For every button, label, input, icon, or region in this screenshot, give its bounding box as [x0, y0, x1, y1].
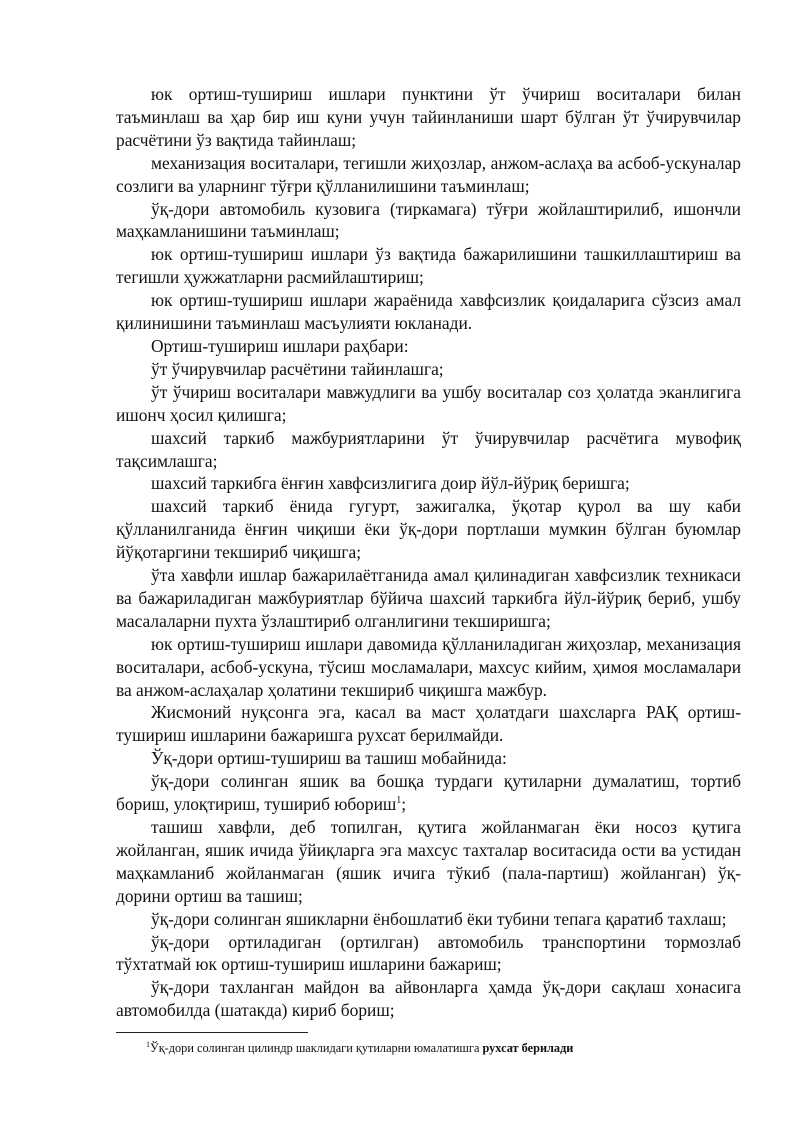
paragraph: юк ортиш-тушириш ишлари давомида қўлланиладиган жиҳозлар, механизация воситалари, асбоб-ускуна, тўсиш мосламалари, махсус кийим, ҳимоя мосламалари ва анжом-аслаҳалар ҳолатини текшириб чиқишга мажбур.: [116, 633, 741, 700]
paragraph-text: ўқ-дори солинган яшик ва бошқа турдаги қутиларни думалатиш, тортиб бориш, улоқтириш, тушириб юбориш: [116, 771, 741, 815]
paragraph: ўқ-дори солинган яшикларни ёнбошлатиб ёки тубини тепага қаратиб тахлаш;: [151, 908, 727, 929]
footnote-text: Ўқ-дори солинган цилиндр шаклидаги қутиларни юмалатишга: [150, 1041, 483, 1055]
paragraph: ўқ-дори ортиладиган (ортилган) автомобиль транспортини тормозлаб тўхтатмай юк ортиш-тушириш ишларини бажариш;: [116, 931, 741, 975]
paragraph: механизация воситалари, тегишли жиҳозлар, анжом-аслаҳа ва асбоб-ускуналар созлиги ва уларнинг тўғри қўлланилишини таъминлаш;: [116, 152, 741, 196]
footnote-reference[interactable]: 1: [396, 795, 402, 807]
paragraph: юк ортиш-тушириш ишлари ўз вақтида бажарилишини ташкиллаштириш ва тегишли ҳужжатларни расмийлаштириш;: [116, 244, 741, 288]
paragraph: шахсий таркибга ёнғин хавфсизлигига доир йўл-йўриқ беришга;: [151, 473, 630, 494]
paragraph: ўқ-дори тахланган майдон ва айвонларга ҳамда ўқ-дори сақлаш хонасига автомобилда (шатакда) кириб бориш;: [116, 977, 741, 1021]
paragraph: Ўқ-дори ортиш-тушириш ва ташиш мобайнида:: [151, 748, 507, 769]
footnote-bold-text: рухсат берилади: [482, 1041, 574, 1055]
paragraph: ўт ўчирувчилар расчётини тайинлашга;: [151, 358, 444, 379]
paragraph: юк ортиш-тушириш ишлари пунктини ўт ўчириш воситалари билан таъминлаш ва ҳар бир иш куни учун тайинланиши шарт бўлган ўт ўчирувчилар расчётини ўз вақтида тайинлаш;: [116, 84, 741, 150]
footnote-separator: [116, 1032, 308, 1033]
paragraph: ташиш хавфли, деб топилган, қутига жойланмаган ёки носоз қутига жойланган, яшик ичида ўйиқларга эга махсус тахталар воситасида ости ва устидан маҳкамланиб жойланмаган (яшик ичига тўкиб (пала-партиш) жойланган) ўқ-дорини ортиш ва ташиш;: [116, 817, 741, 906]
paragraph: ўта хавфли ишлар бажарилаётганида амал қилинадиган хавфсизлик техникаси ва бажариладиган мажбуриятлар бўйича шахсий таркибга йўл-йўриқ бериб, ушбу масалаларни пухта ўзлаштириб олганлигини текширишга;: [116, 565, 741, 631]
paragraph: ўқ-дори автомобиль кузовига (тиркамага) тўғри жойлаштирилиб, ишончли маҳкамланишини таъминлаш;: [116, 198, 741, 242]
paragraph: юк ортиш-тушириш ишлари жараёнида хавфсизлик қоидаларига сўзсиз амал қилинишини таъминлаш масъулияти юкланади.: [116, 290, 741, 334]
document-body: [116, 83, 741, 1022]
footnote-mark: 1: [146, 1039, 150, 1049]
footnote: [146, 1040, 746, 1056]
paragraph: шахсий таркиб мажбуриятларини ўт ўчирувчилар расчётига мувофиқ тақсимлашга;: [116, 427, 741, 471]
paragraph: шахсий таркиб ёнида гугурт, зажигалка, ўқотар қурол ва шу каби қўлланилганида ёнғин чиқиши ёки ўқ-дори портлаши мумкин бўлган буюмлар йўқотаргини текшириб чиқишга;: [116, 496, 741, 563]
paragraph: ўт ўчириш воситалари мавжудлиги ва ушбу воситалар соз ҳолатда эканлигига ишонч ҳосил қилишга;: [116, 381, 741, 425]
paragraph-with-footnote: [116, 770, 741, 816]
paragraph: Ортиш-тушириш ишлари раҳбари:: [151, 335, 409, 356]
paragraph-tail: ;: [401, 794, 407, 815]
paragraph: Жисмоний нуқсонга эга, касал ва маст ҳолатдаги шахсларга РАҚ ортиш-тушириш ишларини бажаришга рухсат берилмайди.: [116, 702, 741, 746]
